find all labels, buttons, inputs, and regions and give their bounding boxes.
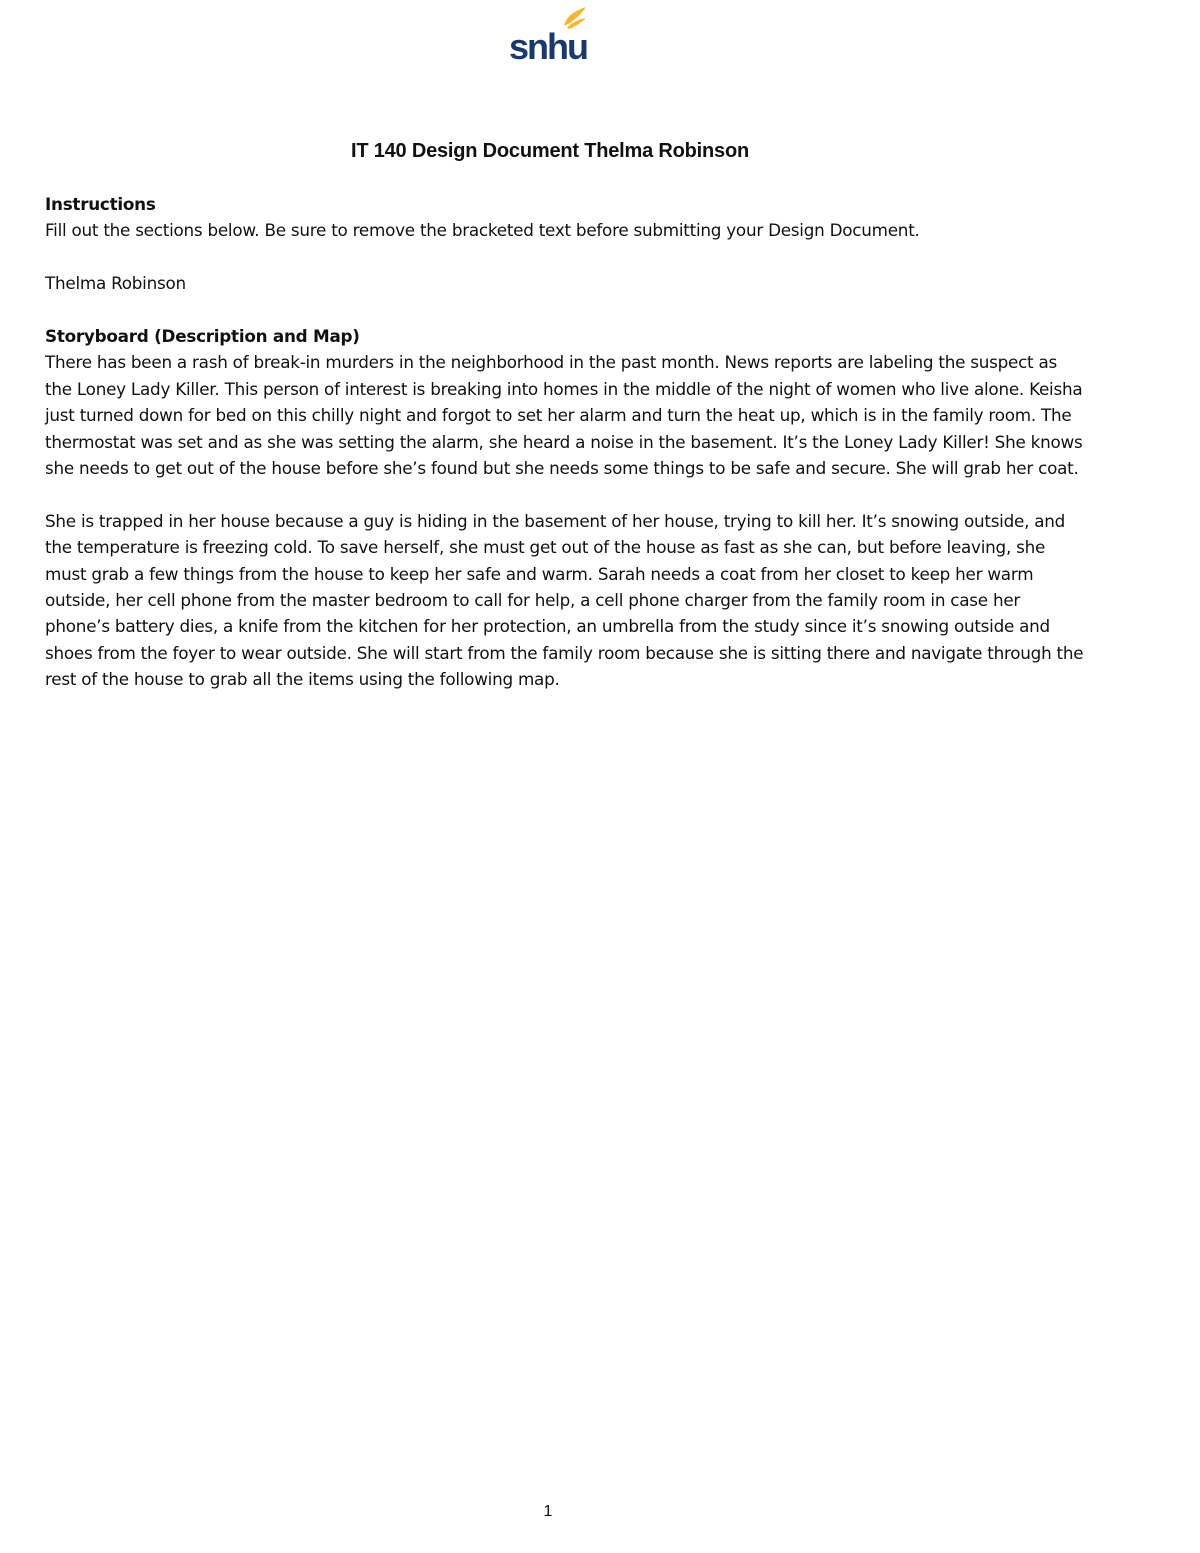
spacer: [45, 297, 1085, 323]
storyboard-paragraph-2: She is trapped in her house because a guy is hiding in the basement of her house, trying to kill her. It’s snowing outside, and the temperature is freezing cold. To save herself, she must get out of the house as fast as she can, but before leaving, she must grab a few things from the house to keep her safe and warm. Sarah needs a coat from her closet to keep her warm outside, her cell phone from the master bedroom to call for help, a cell phone charger from the family room in case her phone’s battery dies, a knife from the kitchen for her protection, an umbrella from the study since it’s snowing outside and shoes from the foyer to wear outside. She will start from the family room because she is sitting there and navigate through the rest of the house to grab all the items using the following map.: [45, 510, 1084, 690]
spacer: [45, 481, 1085, 507]
logo-text: snhu: [509, 26, 587, 64]
instructions-text: Fill out the sections below. Be sure to remove the bracketed text before submitting your Design Document.: [45, 220, 920, 241]
spacer: [45, 244, 1085, 270]
page-number: 1: [543, 1503, 553, 1520]
document-title: IT 140 Design Document Thelma Robinson: [350, 140, 749, 162]
snhu-logo-graphic: [506, 4, 590, 64]
instructions-heading: Instructions: [45, 194, 156, 214]
storyboard-heading: Storyboard (Description and Map): [45, 326, 360, 346]
storyboard-paragraph-1: There has been a rash of break-in murders in the neighborhood in the past month. News reports are labeling the suspect as the Loney Lady Killer. This person of interest is breaking into homes in the middle of the night of women who live alone. Keisha just turned down for bed on this chilly night and forgot to set her alarm and turn the heat up, which is in the family room. The thermostat was set and as she was setting the alarm, she heard a noise in the basement. It’s the Loney Lady Killer! She knows she needs to get out of the house before she’s found but she needs some things to be safe and secure. She will grab her coat.: [45, 352, 1083, 479]
document-body: [45, 191, 1085, 693]
author-name: Thelma Robinson: [45, 273, 186, 294]
snhu-logo: [506, 4, 590, 64]
